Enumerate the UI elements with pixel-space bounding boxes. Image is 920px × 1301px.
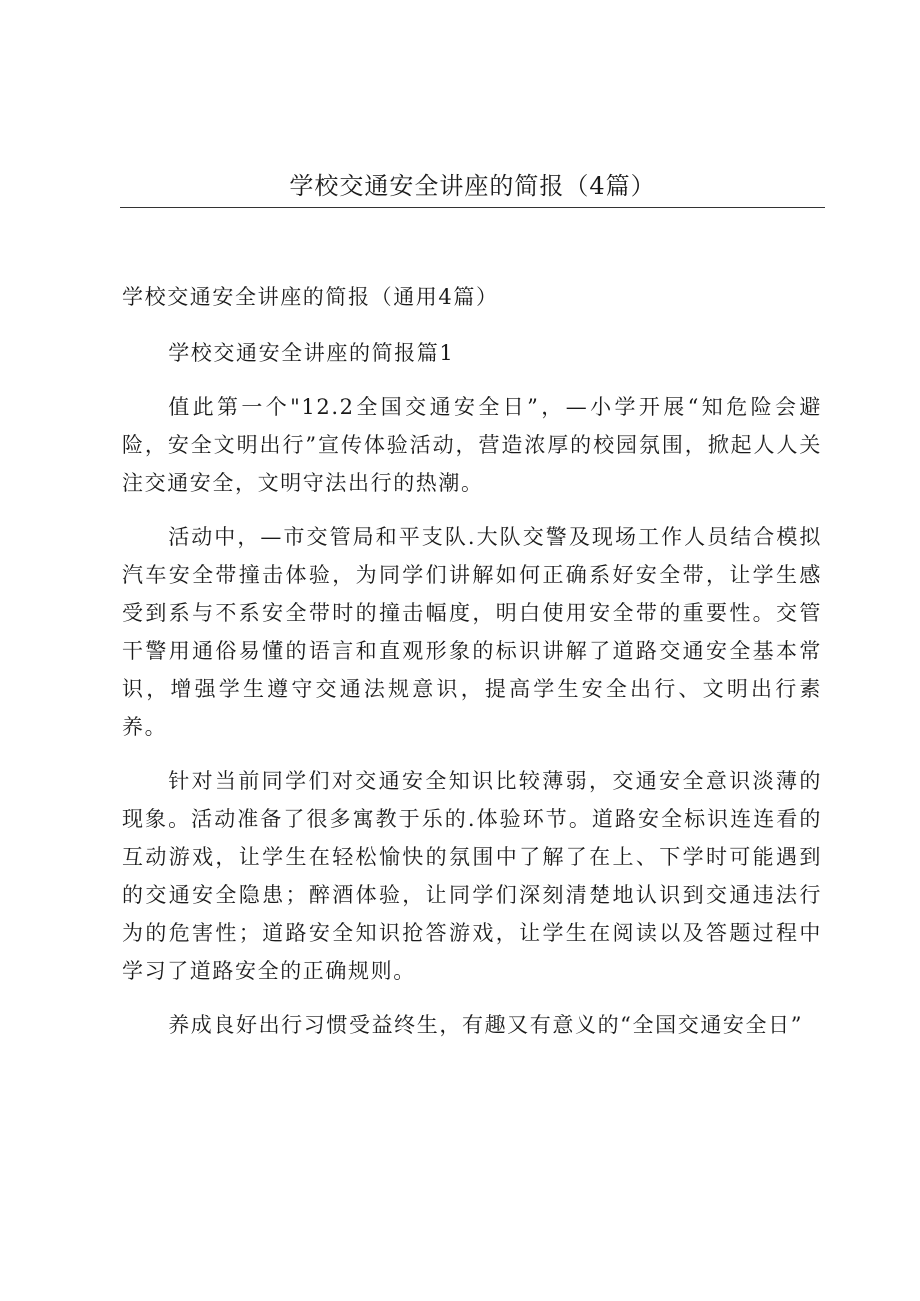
section-heading: 学校交通安全讲座的简报篇1 — [168, 341, 455, 365]
document-body — [122, 278, 822, 1060]
paragraph-3: 针对当前同学们对交通安全知识比较薄弱，交通安全意识淡薄的现象。活动准备了很多寓教于乐的.体验环节。道路安全标识连连看的互动游戏，让学生在轻松愉快的氛围中了解了在上、下学时可能遇到的交通安全隐患；醉酒体验，让同学们深刻清楚地认识到交通违法行为的危害性；道路安全知识抢答游戏，让学生在阅读以及答题过程中学习了道路安全的正确规则。 — [122, 769, 822, 983]
document-title: 学校交通安全讲座的简报（4篇） — [289, 172, 656, 200]
paragraph-4: 养成良好出行习惯受益终生，有趣又有意义的“全国交通安全日” — [168, 1013, 804, 1037]
document-subtitle: 学校交通安全讲座的简报（通用4篇） — [122, 285, 499, 309]
paragraph-2: 活动中，—市交管局和平支队.大队交警及现场工作人员结合模拟汽车安全带撞击体验，为同学们讲解如何正确系好安全带，让学生感受到系与不系安全带时的撞击幅度，明白使用安全带的重要性。交管干警用通俗易懂的语言和直观形象的标识讲解了道路交通安全基本常识，增强学生遵守交通法规意识，提高学生安全出行、文明出行素养。 — [122, 525, 822, 739]
paragraph-1: 值此第一个"12.2全国交通安全日”，—小学开展“知危险会避险，安全文明出行”宣传体验活动，营造浓厚的校园氛围，掀起人人关注交通安全，文明守法出行的热潮。 — [122, 395, 822, 495]
title-divider — [120, 207, 825, 208]
